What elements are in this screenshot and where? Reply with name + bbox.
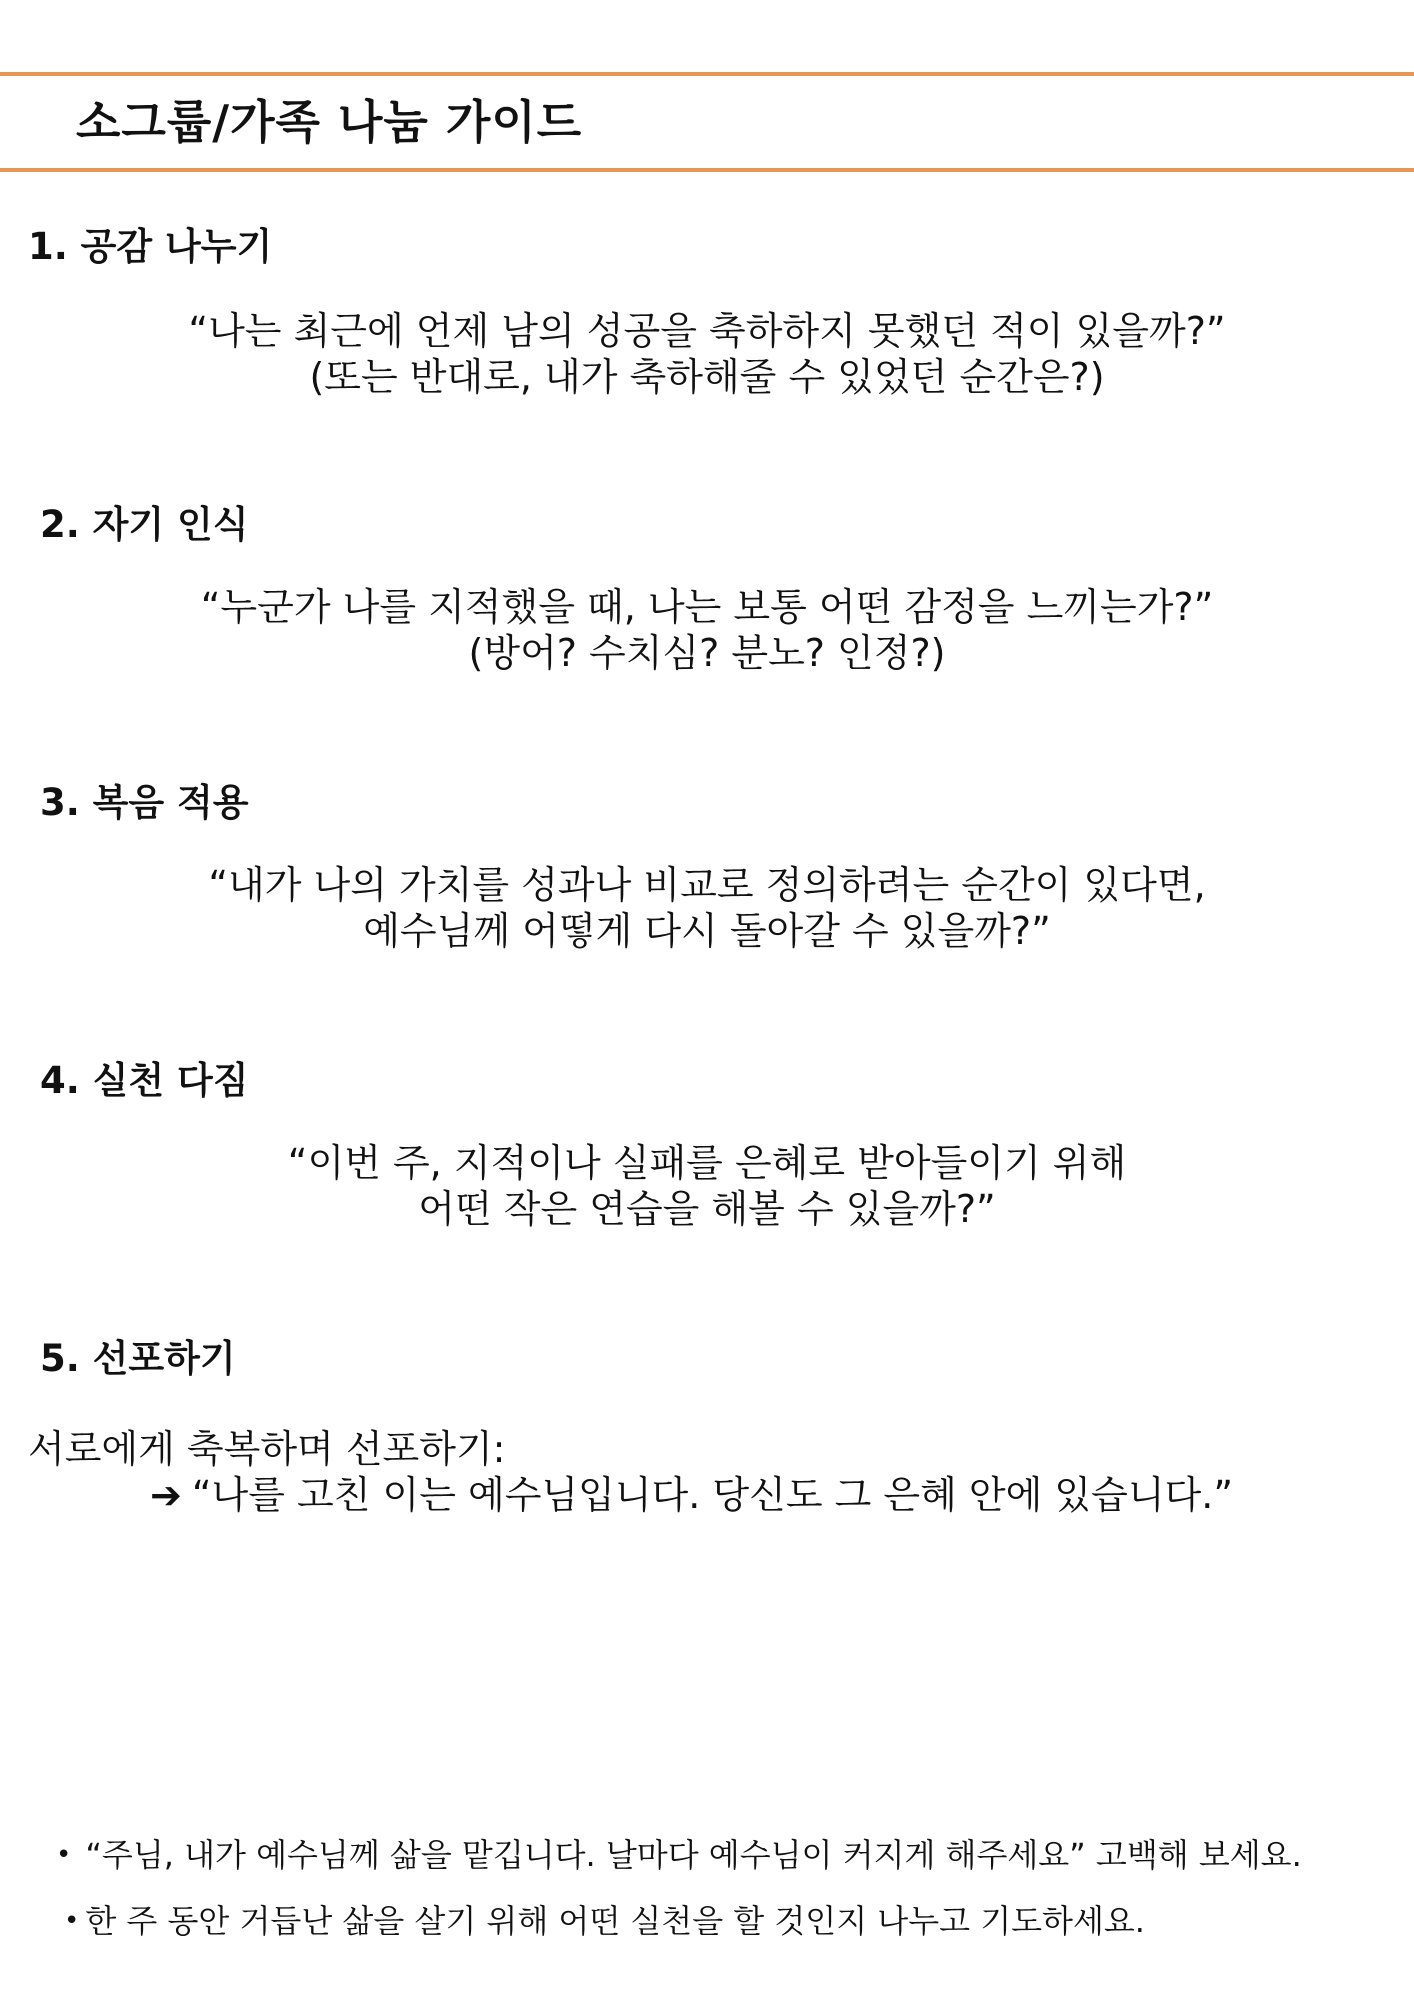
question-line: 어떤 작은 연습을 해볼 수 있을까?” [418,1187,996,1231]
bullet-text: “주님, 내가 예수님께 삶을 맡깁니다. 날마다 예수님이 커지게 해주세요” 고백해 보세요. [85,1836,1302,1874]
bullet-dot-icon: • [64,1906,80,1936]
section-heading-declaration: 5. 선포하기 [40,1337,236,1380]
page-title: 소그룹/가족 나눔 가이드 [76,95,583,149]
bullet-text: 한 주 동안 거듭난 삶을 살기 위해 어떤 실천을 할 것인지 나누고 기도하세요. [85,1902,1145,1940]
question-line: “내가 나의 가치를 성과나 비교로 정의하려는 순간이 있다면, [208,863,1206,907]
section-question-self-awareness [0,584,1414,676]
question-line: “이번 주, 지적이나 실패를 은혜로 받아들이기 위해 [287,1141,1127,1185]
bullet-dot-icon: • [56,1840,72,1870]
question-line: (방어? 수치심? 분노? 인정?) [468,631,946,675]
section-heading-empathy: 1. 공감 나누기 [28,225,273,268]
question-line: (또는 반대로, 내가 축하해줄 수 있었던 순간은?) [309,355,1105,399]
section-question-empathy [0,308,1414,400]
section-heading-self-awareness: 2. 자기 인식 [40,503,249,546]
declaration-intro: 서로에게 축복하며 선포하기: [28,1427,506,1471]
section-heading-practice-commitment: 4. 실천 다짐 [40,1059,249,1102]
header-top-rule [0,72,1414,76]
section-question-practice-commitment [0,1140,1414,1232]
list-item [56,1830,1302,1876]
header-bottom-rule [0,168,1414,172]
arrow-right-icon: ➔ [150,1473,182,1517]
list-item [64,1896,1145,1942]
declaration-statement [150,1464,1233,1519]
question-line: “나는 최근에 언제 남의 성공을 축하하지 못했던 적이 있을까?” [188,309,1226,353]
declaration-text: “나를 고친 이는 예수님입니다. 당신도 그 은혜 안에 있습니다.” [191,1473,1234,1517]
question-line: 예수님께 어떻게 다시 돌아갈 수 있을까?” [363,909,1051,953]
section-heading-gospel-application: 3. 복음 적용 [40,781,249,824]
question-line: “누군가 나를 지적했을 때, 나는 보통 어떤 감정을 느끼는가?” [200,585,1214,629]
section-question-gospel-application [0,862,1414,954]
